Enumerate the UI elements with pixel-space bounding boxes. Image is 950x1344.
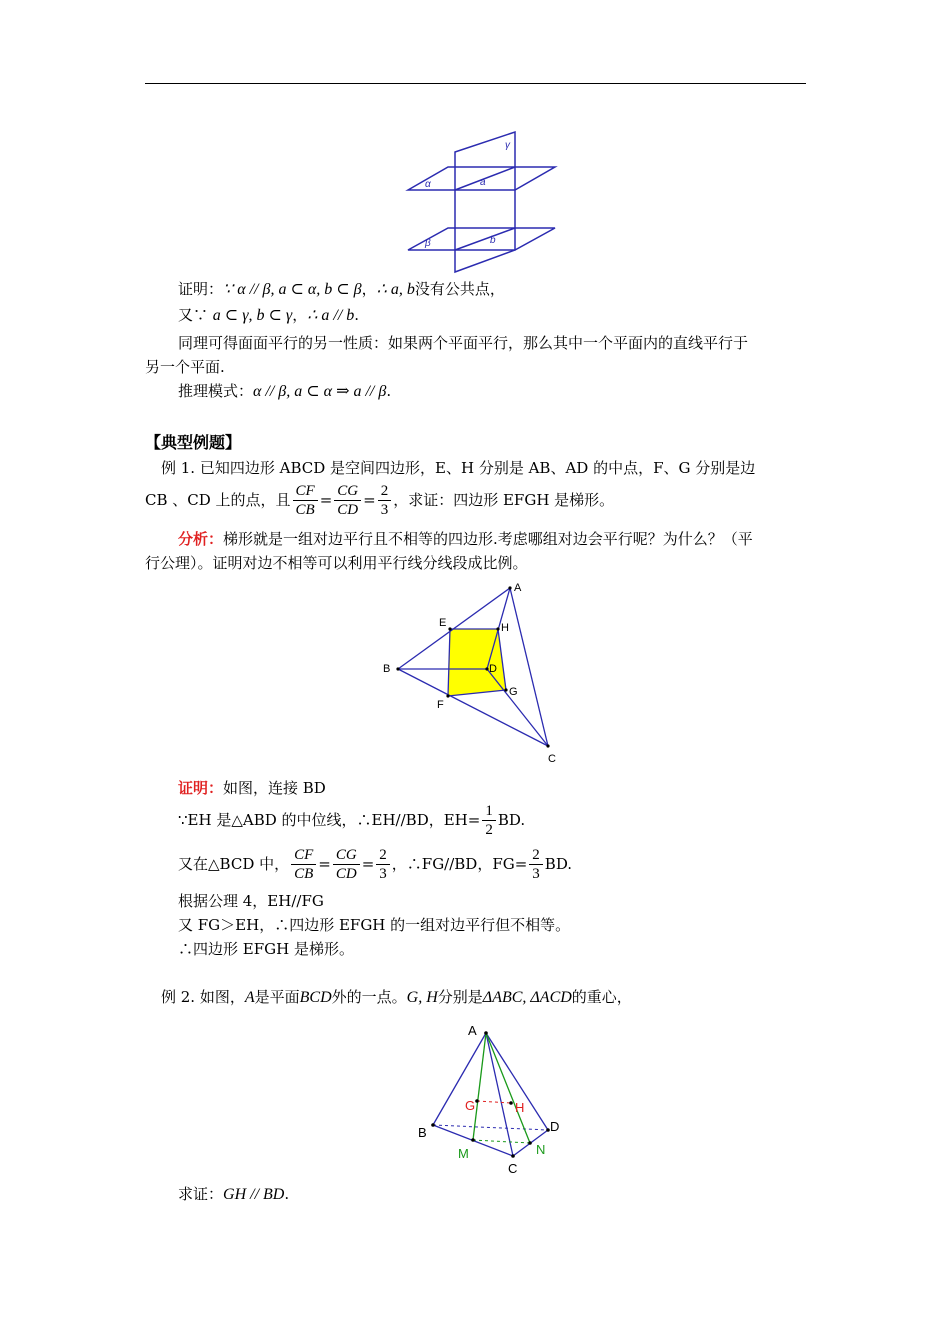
frac-cg-cd: $\frac{CG}{CD}$: [334, 482, 361, 519]
label-B: B: [418, 1125, 427, 1140]
label-A: A: [514, 582, 522, 594]
analysis-line1: 分析：梯形就是一组对边平行且不相等的四边形.考虑哪组对边会平行呢？为什么？（平: [178, 530, 753, 548]
label-M: M: [458, 1146, 469, 1161]
label-alpha: α: [425, 179, 431, 190]
label-C: C: [508, 1161, 518, 1176]
label-G: G: [509, 686, 518, 698]
section-title: 【典型例题】: [145, 433, 242, 452]
trapezoid-figure: [375, 578, 575, 768]
label-F: F: [437, 699, 444, 711]
proof1-line1: 证明：∵ α // β, a ⊂ α, b ⊂ β，∴ a, b没有公共点，: [178, 280, 505, 298]
proof2-line1: 证明：如图，连接 BD: [178, 779, 326, 797]
label-N: N: [536, 1142, 546, 1157]
proof2-line5: 又 FG＞EH，∴四边形 EFGH 的一组对边平行但不相等。: [178, 916, 571, 934]
example1-line2: CB 、CD 上的点，且 $\frac{CF}{CB}$ = $\frac{CG}{CD}$ = $\frac{2}{3}$ ，求证：四边形 EFGH 是梯形。: [145, 482, 615, 518]
frac-1-2: $\frac{1}{2}$: [482, 802, 496, 839]
label-B: B: [383, 663, 391, 675]
frac-2-3: $\frac{2}{3}$: [378, 482, 392, 519]
trapezoid-fill: [448, 629, 506, 696]
example2-prove: 求证：GH // BD.: [178, 1185, 290, 1203]
label-E: E: [439, 617, 447, 629]
label-a: a: [480, 177, 486, 188]
header-rule: [145, 83, 806, 84]
proof1-line2: 又∵ a ⊂ γ, b ⊂ γ，∴ a // b.: [178, 306, 360, 324]
proof2-line2: ∵EH 是△ABD 的中位线，∴EH//BD，EH= $\frac{1}{2}$ BD.: [178, 802, 526, 838]
proof2-line3: 又在△BCD 中， $\frac{CF}{CB}$ = $\frac{CG}{CD}$ = $\frac{2}{3}$ ，∴FG//BD，FG= $\frac{2}{3}$ BD.: [178, 846, 573, 882]
label-H: H: [515, 1100, 525, 1115]
label-C: C: [548, 753, 556, 765]
property-line1: 同理可得面面平行的另一性质：如果两个平面平行，那么其中一个平面内的直线平行于: [178, 334, 749, 352]
frac-cf-cb: $\frac{CF}{CB}$: [293, 482, 318, 519]
planes-figure: [400, 125, 565, 275]
label-gamma: γ: [505, 140, 510, 151]
line-b: [455, 228, 515, 250]
label-beta: β: [425, 238, 431, 249]
label-b: b: [490, 235, 496, 246]
label-D: D: [550, 1119, 560, 1134]
inference-mode: 推理模式：α // β, a ⊂ α ⇒ a // β.: [178, 382, 392, 400]
analysis-line2: 行公理）。证明对边不相等可以利用平行线分线段成比例。: [145, 554, 528, 572]
label-D: D: [489, 663, 497, 675]
label-A: A: [468, 1023, 477, 1038]
property-line2: 另一个平面.: [145, 358, 225, 376]
tetrahedron-figure: [410, 1018, 570, 1180]
example1-line1: 例 1. 已知四边形 ABCD 是空间四边形，E、H 分别是 AB、AD 的中点，F、G 分别是边: [161, 459, 756, 477]
label-G: G: [465, 1098, 476, 1113]
label-H: H: [501, 622, 509, 634]
plane-gamma: [455, 132, 515, 272]
proof2-line6: ∴四边形 EFGH 是梯形。: [178, 940, 354, 958]
example2-line: 例 2. 如图，A是平面BCD外的一点。G, H分别是ΔABC, ΔACD的重心，: [161, 988, 632, 1006]
proof2-line4: 根据公理 4，EH//FG: [178, 892, 324, 910]
